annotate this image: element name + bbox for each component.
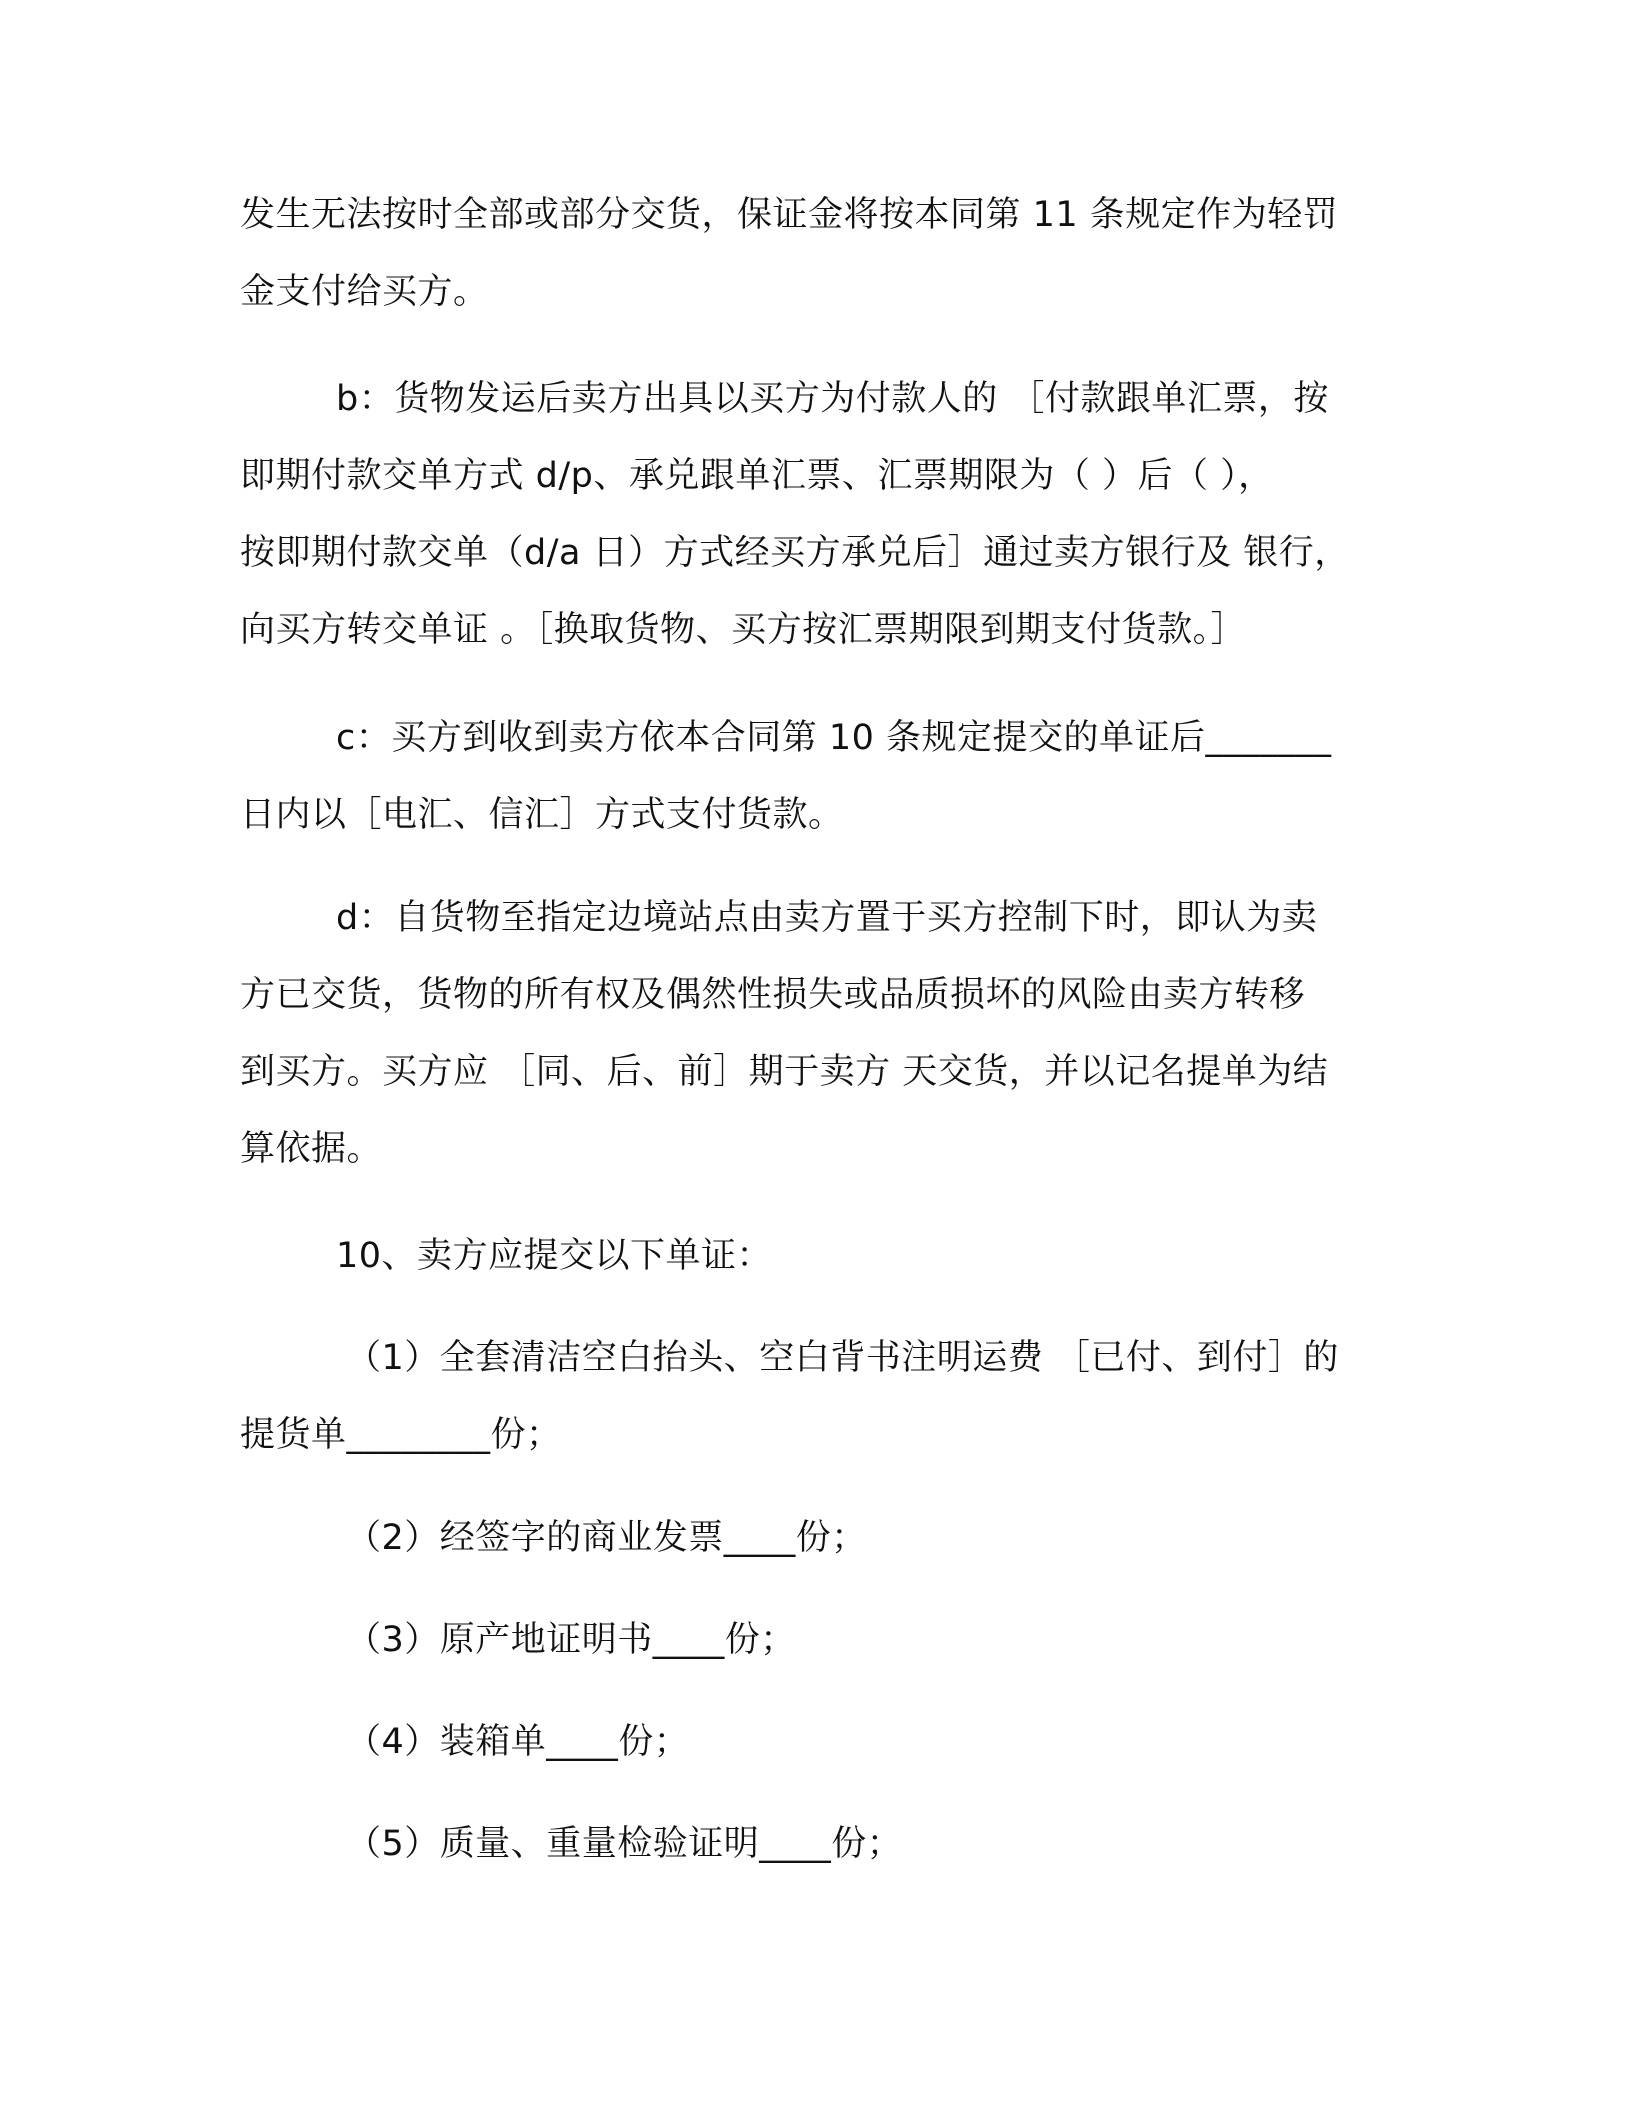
- text-line: 发生无法按时全部或部分交货，保证金将按本同第 11 条规定作为轻罚: [240, 195, 1339, 235]
- text-line: 到买方。买方应 ［同、后、前］期于卖方 天交货，并以记名提单为结: [240, 1052, 1329, 1092]
- text-line: 算依据。: [240, 1129, 383, 1169]
- text-line: 日内以［电汇、信汇］方式支付货款。: [240, 795, 844, 835]
- paragraph-d: [240, 880, 1380, 1188]
- clause-10-item-1: [240, 1320, 1380, 1474]
- section-heading: 10、卖方应提交以下单证：: [336, 1236, 773, 1276]
- paragraph-c: [240, 700, 1380, 854]
- text-line: 方已交货，货物的所有权及偶然性损失或品质损坏的风险由卖方转移: [240, 975, 1306, 1015]
- text-line: b：货物发运后卖方出具以买方为付款人的 ［付款跟单汇票，按: [336, 379, 1329, 419]
- text-line: 金支付给买方。: [240, 272, 489, 312]
- clause-10-item-2: [240, 1500, 1380, 1577]
- list-item-line: （4）装箱单____份；: [346, 1722, 690, 1762]
- text-line: d：自货物至指定边境站点由卖方置于买方控制下时，即认为卖: [336, 898, 1318, 938]
- text-line: 即期付款交单方式 d/p、承兑跟单汇票、汇票期限为（ ）后（ ），: [240, 456, 1274, 496]
- list-item-line: （3）原产地证明书____份；: [346, 1620, 796, 1660]
- text-line: 向买方转交单证 。［换取货物、买方按汇票期限到期支付货款。］: [240, 610, 1247, 650]
- list-item-line: （1）全套清洁空白抬头、空白背书注明运费 ［已付、到付］的: [346, 1338, 1339, 1378]
- clause-10-item-5: [240, 1806, 1380, 1883]
- list-item-line: 提货单________份；: [240, 1415, 562, 1455]
- clause-10-item-3: [240, 1602, 1380, 1679]
- clause-10-heading: [240, 1218, 1380, 1295]
- text-line: 按即期付款交单（d/a 日）方式经买方承兑后］通过卖方银行及 银行，: [240, 533, 1350, 573]
- paragraph-b: [240, 361, 1380, 669]
- clause-10-item-4: [240, 1704, 1380, 1781]
- list-item-line: （5）质量、重量检验证明____份；: [346, 1824, 903, 1864]
- list-item-line: （2）经签字的商业发票____份；: [346, 1518, 867, 1558]
- paragraph-a-continued: [240, 177, 1380, 331]
- text-line: c：买方到收到卖方依本合同第 10 条规定提交的单证后_______: [336, 718, 1332, 758]
